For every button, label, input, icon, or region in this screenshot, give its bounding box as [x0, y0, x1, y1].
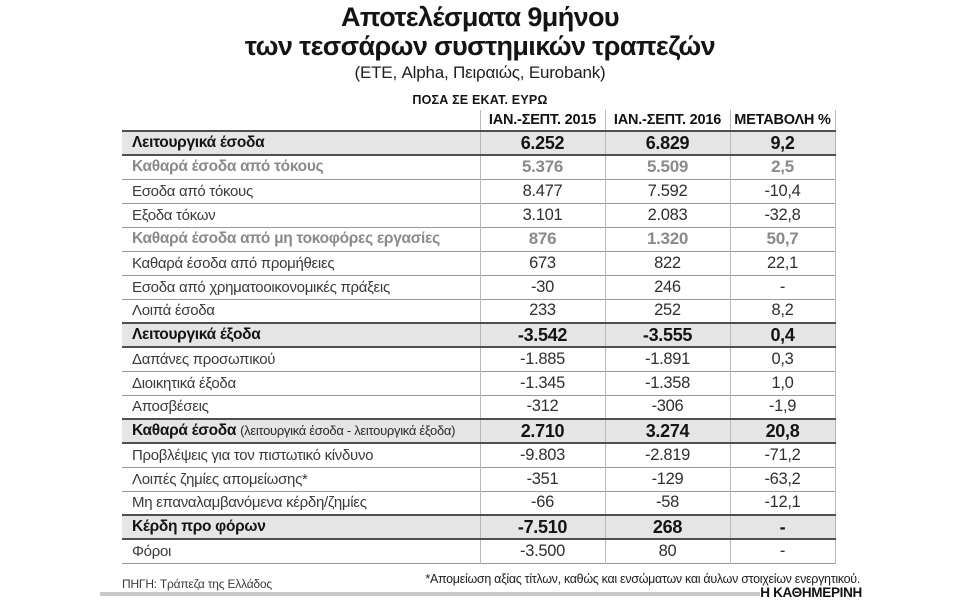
cell-2016: 252: [605, 299, 730, 323]
row-label: [122, 131, 480, 155]
row-label: [122, 515, 480, 539]
table-row: [122, 443, 835, 467]
cell-2015: -30: [480, 275, 605, 299]
row-label-text: Λειτουργικά έξοδα: [132, 326, 261, 343]
cell-2015: 233: [480, 299, 605, 323]
cell-2016: -3.555: [605, 323, 730, 347]
cell-change: -10,4: [730, 179, 835, 203]
cell-change: 9,2: [730, 131, 835, 155]
table-row: [122, 227, 835, 251]
row-label: [122, 155, 480, 179]
row-label-text: Προβλέψεις για τον πιστωτικό κίνδυνο: [132, 446, 374, 464]
row-label: [122, 347, 480, 371]
footnote: *Απομείωση αξίας τίτλων, καθώς και ενσώματων και άυλων στοιχείων ενεργητικού.: [425, 572, 860, 586]
row-label-text: Εξοδα τόκων: [132, 206, 216, 224]
row-label: [122, 443, 480, 467]
cell-2016: 5.509: [605, 155, 730, 179]
row-label-text: Δαπάνες προσωπικού: [132, 350, 276, 368]
cell-2016: -306: [605, 395, 730, 419]
cell-2016: -129: [605, 467, 730, 491]
cell-change: -12,1: [730, 491, 835, 515]
cell-change: 0,4: [730, 323, 835, 347]
table-header: [122, 110, 835, 131]
cell-2016: 3.274: [605, 419, 730, 443]
cell-2015: -3.542: [480, 323, 605, 347]
cell-2015: -7.510: [480, 515, 605, 539]
row-label: [122, 227, 480, 251]
table-body: [122, 131, 835, 563]
cell-2016: 7.592: [605, 179, 730, 203]
page-title-line2: των τεσσάρων συστημικών τραπεζών: [244, 31, 716, 62]
cell-2015: -9.803: [480, 443, 605, 467]
row-label-text: Λειτουργικά έσοδα: [132, 134, 265, 151]
column-header-change: ΜΕΤΑΒΟΛΗ %: [730, 110, 835, 131]
table-row: [122, 251, 835, 275]
row-label-text: Κέρδη προ φόρων: [132, 518, 266, 535]
cell-2016: 822: [605, 251, 730, 275]
row-label: [122, 491, 480, 515]
footer-divider: [100, 592, 760, 596]
cell-2015: 876: [480, 227, 605, 251]
row-label: [122, 275, 480, 299]
cell-change: -32,8: [730, 203, 835, 227]
cell-2016: 2.083: [605, 203, 730, 227]
table-row: [122, 467, 835, 491]
cell-2015: 5.376: [480, 155, 605, 179]
row-label-note: (λειτουργικά έσοδα - λειτουργικά έξοδα): [240, 423, 456, 438]
cell-2015: -1.885: [480, 347, 605, 371]
cell-change: 8,2: [730, 299, 835, 323]
table-row: [122, 395, 835, 419]
table-row: [122, 323, 835, 347]
row-label-text: Λοιπά έσοδα: [132, 302, 215, 320]
cell-2016: -2.819: [605, 443, 730, 467]
row-label: [122, 371, 480, 395]
cell-2015: -3.500: [480, 539, 605, 563]
cell-2016: 6.829: [605, 131, 730, 155]
source-note: ΠΗΓΗ: Τράπεζα της Ελλάδος: [122, 577, 272, 591]
cell-2016: 1.320: [605, 227, 730, 251]
row-label-text: Καθαρά έσοδα από προμήθειες: [132, 254, 335, 272]
row-label-text: Καθαρά έσοδα: [132, 422, 237, 439]
row-label-text: Φόροι: [132, 542, 172, 560]
cell-2015: 8.477: [480, 179, 605, 203]
cell-2016: 246: [605, 275, 730, 299]
row-label-text: Καθαρά έσοδα από μη τοκοφόρες εργασίες: [132, 230, 440, 247]
table-row: [122, 491, 835, 515]
title-block: [0, 3, 960, 107]
table-row: [122, 179, 835, 203]
column-header-empty: [122, 110, 480, 131]
row-label: [122, 179, 480, 203]
row-label-text: Λοιπές ζημίες απομείωσης*: [132, 470, 308, 488]
row-label: [122, 395, 480, 419]
table-header-row: [122, 110, 835, 131]
table-row: [122, 203, 835, 227]
cell-2016: -1.891: [605, 347, 730, 371]
cell-change: 20,8: [730, 419, 835, 443]
cell-change: -63,2: [730, 467, 835, 491]
cell-change: 2,5: [730, 155, 835, 179]
table-row: [122, 299, 835, 323]
row-label-text: Αποσβέσεις: [132, 398, 209, 416]
cell-change: -: [730, 275, 835, 299]
cell-2016: 80: [605, 539, 730, 563]
row-label-text: Διοικητικά έξοδα: [132, 374, 236, 392]
cell-change: 22,1: [730, 251, 835, 275]
cell-change: -71,2: [730, 443, 835, 467]
cell-change: 50,7: [730, 227, 835, 251]
row-label: [122, 539, 480, 563]
cell-2015: 6.252: [480, 131, 605, 155]
cell-change: 1,0: [730, 371, 835, 395]
cell-change: -: [730, 515, 835, 539]
table-row: [122, 155, 835, 179]
row-label: [122, 299, 480, 323]
newspaper-logo: Η ΚΑΘΗΜΕΡΙΝΗ: [760, 585, 862, 600]
column-header-2015: ΙΑΝ.-ΣΕΠΤ. 2015: [480, 110, 605, 131]
row-label: [122, 467, 480, 491]
row-label-text: Εσοδα από χρηματοοικονομικές πράξεις: [132, 278, 390, 296]
row-label-text: Μη επαναλαμβανόμενα κέρδη/ζημίες: [132, 494, 367, 512]
table-row: [122, 419, 835, 443]
cell-2015: -1.345: [480, 371, 605, 395]
cell-2016: -1.358: [605, 371, 730, 395]
table-row: [122, 371, 835, 395]
cell-2016: -58: [605, 491, 730, 515]
table-row: [122, 347, 835, 371]
cell-2015: -312: [480, 395, 605, 419]
results-table: [122, 110, 836, 564]
row-label-text: Εσοδα από τόκους: [132, 182, 253, 200]
cell-change: -: [730, 539, 835, 563]
column-header-2016: ΙΑΝ.-ΣΕΠΤ. 2016: [605, 110, 730, 131]
row-label: [122, 203, 480, 227]
cell-2015: 2.710: [480, 419, 605, 443]
cell-2016: 268: [605, 515, 730, 539]
cell-2015: -66: [480, 491, 605, 515]
units-label: ΠΟΣΑ ΣΕ ΕΚΑΤ. ΕΥΡΩ: [412, 93, 548, 108]
table-row: [122, 131, 835, 155]
row-label: [122, 251, 480, 275]
row-label: [122, 419, 480, 443]
cell-change: -1,9: [730, 395, 835, 419]
cell-2015: 673: [480, 251, 605, 275]
banks-subtitle: (ΕΤΕ, Alpha, Πειραιώς, Eurobank): [354, 63, 606, 83]
table-row: [122, 515, 835, 539]
cell-2015: 3.101: [480, 203, 605, 227]
cell-2015: -351: [480, 467, 605, 491]
cell-change: 0,3: [730, 347, 835, 371]
row-label-text: Καθαρά έσοδα από τόκους: [132, 158, 324, 176]
table-row: [122, 275, 835, 299]
page-title-line1: Αποτελέσματα 9μήνου: [340, 2, 620, 32]
row-label: [122, 323, 480, 347]
table-row: [122, 539, 835, 563]
